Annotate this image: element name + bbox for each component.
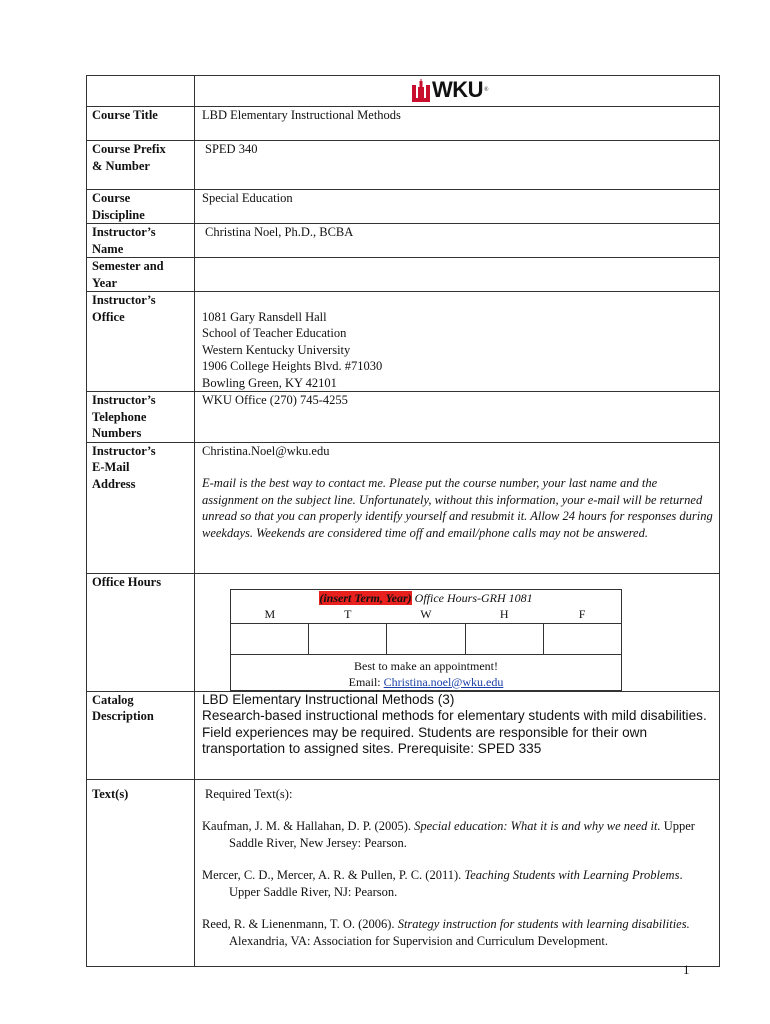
wku-logo (412, 78, 489, 102)
value-semester (195, 258, 720, 292)
label-texts: Text(s) (87, 779, 195, 966)
day-header: H (465, 606, 543, 623)
value-telephone: WKU Office (270) 745-4255 (195, 392, 720, 443)
row-telephone (87, 392, 720, 443)
office-line: Bowling Green, KY 42101 (202, 375, 337, 390)
row-email (87, 442, 720, 573)
value-email (195, 442, 720, 573)
term-placeholder-highlight: (insert Term, Year) (319, 590, 412, 605)
reference-item: Mercer, C. D., Mercer, A. R. & Pullen, P. C. (2011). Teaching Students with Learning Problems. Upper Saddle River, NJ: Pearson. (202, 868, 683, 899)
label-office-hours: Office Hours (87, 573, 195, 691)
label-office: Instructor’s Office (87, 292, 195, 392)
appointment-note: Best to make an appointment! (354, 658, 498, 673)
row-texts (87, 779, 720, 966)
email-address: Christina.Noel@wku.edu (202, 443, 330, 458)
day-slot (309, 623, 387, 654)
page-number: 1 (683, 962, 690, 977)
value-instructor-name: Christina Noel, Ph.D., BCBA (195, 224, 720, 258)
office-hours-days-row (231, 606, 622, 623)
row-office (87, 292, 720, 392)
required-texts-heading: Required Text(s): (205, 786, 293, 801)
value-texts (195, 779, 720, 966)
reference-item: Kaufman, J. M. & Hallahan, D. P. (2005). Special education: What it is and why we need it. Upper Saddle River, New Jersey: Pearson. (202, 819, 695, 850)
logo-row (87, 76, 720, 107)
office-hours-slots-row (231, 623, 622, 654)
office-line: 1906 College Heights Blvd. #71030 (202, 359, 383, 373)
day-slot (231, 623, 309, 654)
label-semester: Semester and Year (87, 258, 195, 292)
label-course-title: Course Title (87, 107, 195, 141)
wku-logo-text: WKU (432, 77, 484, 102)
label-course-prefix: Course Prefix & Number (87, 141, 195, 190)
day-slot (387, 623, 465, 654)
value-course-title: LBD Elementary Instructional Methods (195, 107, 720, 141)
catalog-body: Research-based instructional methods for elementary students with mild disabilities. Field experiences may be required. Students are responsible for their own transportation to assigned sites. Prerequisite: SPED 335 (202, 708, 707, 756)
row-semester (87, 258, 720, 292)
email-note: E-mail is the best way to contact me. Please put the course number, your last name and the assignment on the subject line. Unfortunately, without this information, your e-mail will be returned unread so that you can properly identify yourself and resubmit it. Allow 24 hours for responses during weekdays. Weekends are considered time off and email/phone calls may not be answered. (202, 476, 713, 540)
label-instructor-name: Instructor’s Name (87, 224, 195, 258)
value-course-prefix: SPED 340 (195, 141, 720, 190)
value-office (195, 292, 720, 392)
office-hours-title: Office Hours-GRH 1081 (411, 590, 533, 605)
wku-cupola-icon (412, 79, 430, 102)
value-office-hours (195, 573, 720, 691)
row-course-prefix (87, 141, 720, 190)
value-discipline: Special Education (195, 190, 720, 224)
label-discipline: Course Discipline (87, 190, 195, 224)
office-hours-table (230, 589, 622, 691)
day-slot (465, 623, 543, 654)
office-line: Western Kentucky University (202, 342, 351, 357)
day-header: W (387, 606, 465, 623)
office-line: 1081 Gary Ransdell Hall (202, 309, 327, 324)
course-info-table (86, 75, 720, 967)
office-line: School of Teacher Education (202, 326, 347, 340)
value-catalog (195, 691, 720, 779)
reference-item: Reed, R. & Lienenmann, T. O. (2006). Strategy instruction for students with learning disabilities. Alexandria, VA: Association for Supervision and Curriculum Development. (202, 917, 690, 948)
office-hours-footer-row: Best to make an appointment! Email: Christina.noel@wku.edu (231, 654, 622, 690)
row-course-title (87, 107, 720, 141)
day-header: F (543, 606, 621, 623)
office-hours-title-row (231, 589, 622, 606)
registered-mark: ® (484, 87, 489, 93)
day-header: T (309, 606, 387, 623)
day-slot (543, 623, 621, 654)
row-office-hours (87, 573, 720, 691)
label-catalog: Catalog Description (87, 691, 195, 779)
row-discipline (87, 190, 720, 224)
catalog-title: LBD Elementary Instructional Methods (3) (202, 691, 455, 707)
row-instructor-name (87, 224, 720, 258)
label-email: Instructor’s E-Mail Address (87, 442, 195, 573)
office-hours-email-link[interactable]: Christina.noel@wku.edu (383, 674, 504, 689)
syllabus-document (86, 75, 720, 967)
day-header: M (231, 606, 309, 623)
row-catalog (87, 691, 720, 779)
label-telephone: Instructor’s Telephone Numbers (87, 392, 195, 443)
